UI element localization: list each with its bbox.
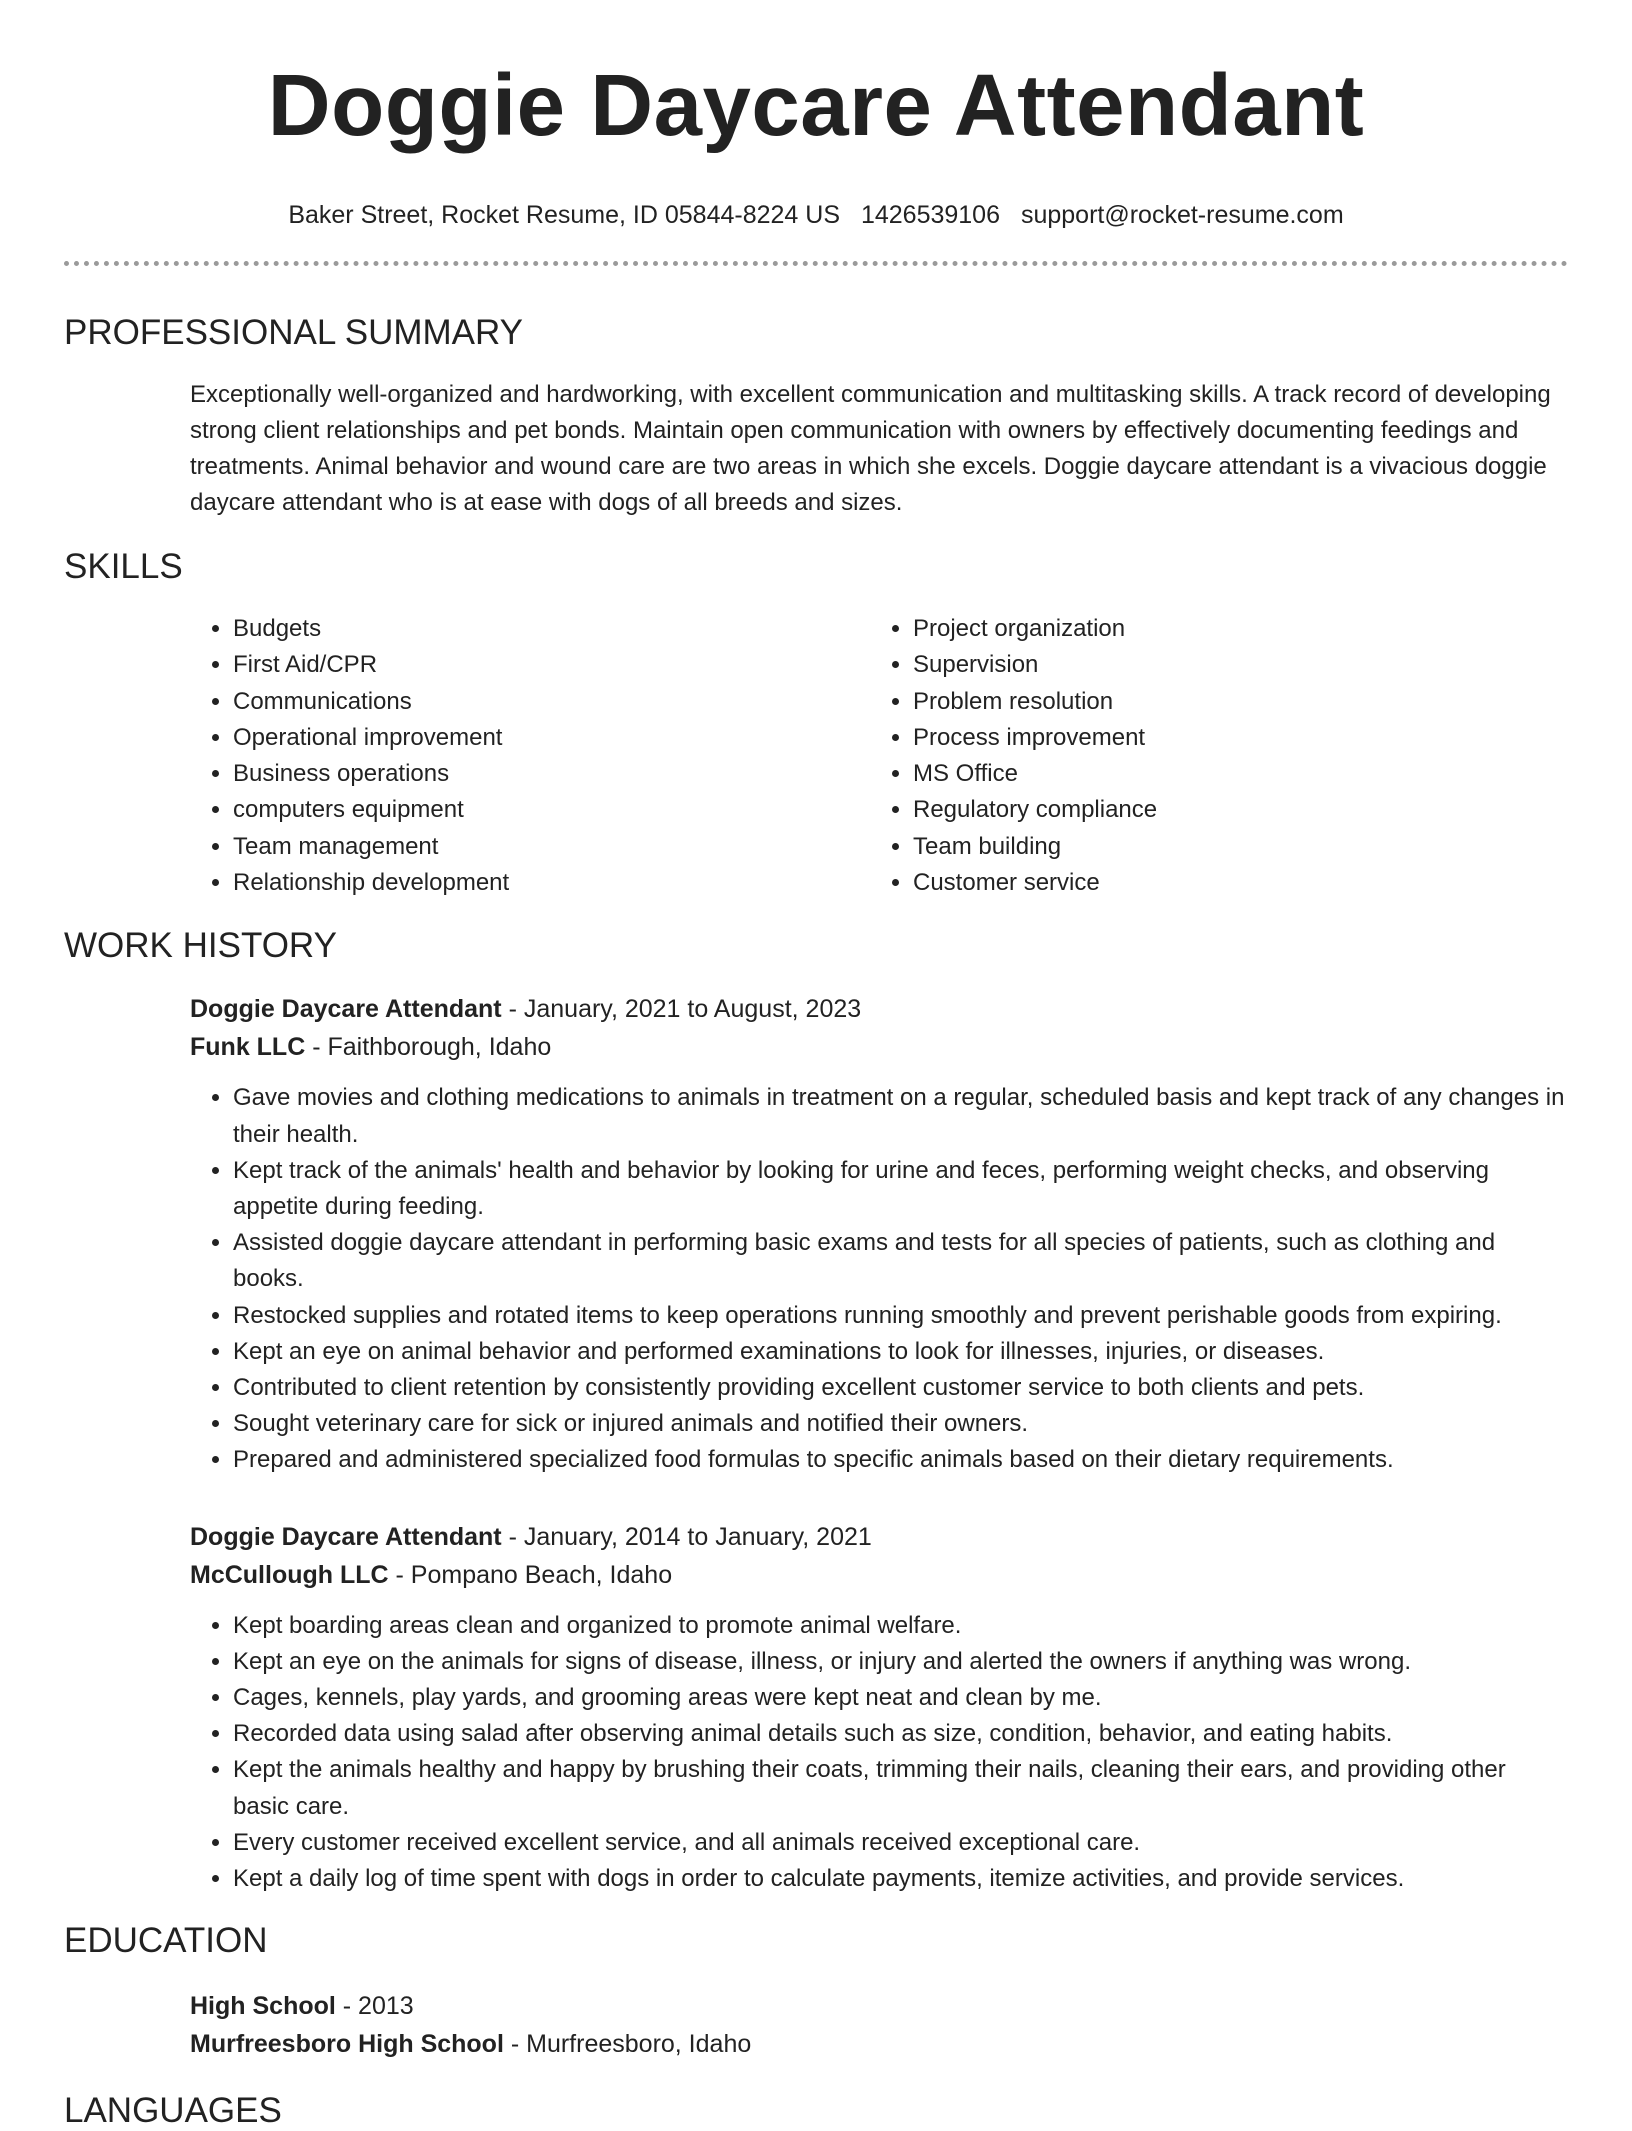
skills-heading: SKILLS (64, 547, 183, 586)
contact-email: support@rocket-resume.com (1020, 201, 1344, 229)
skills-list (190, 611, 1568, 901)
candidate-name: Doggie Daycare Attendant (267, 57, 1365, 154)
job-company-line (190, 1556, 1568, 1594)
job-bullet: • Kept an eye on the animals for signs of disease, illness, or injury and alerted the owners if anything was wrong. (233, 1644, 1568, 1680)
job-location: - Pompano Beach, Idaho (388, 1560, 673, 1589)
skill-item: • Project organization (913, 611, 1157, 647)
education-year: - 2013 (335, 1992, 414, 2021)
job-title-line (190, 1518, 1568, 1556)
job-bullet: • Every customer received excellent service, and all animals received exceptional care. (233, 1825, 1568, 1861)
job-bullet: • Gave movies and clothing medications to animals in treatment on a regular, scheduled basis and kept track of any changes in their health. (233, 1080, 1568, 1152)
skill-item: • Business operations (233, 756, 870, 792)
skill-item: • Team building (913, 829, 1157, 865)
skill-item: • First Aid/CPR (233, 647, 870, 683)
skill-item: • computers equipment (233, 792, 870, 828)
job-bullet: • Prepared and administered specialized food formulas to specific animals based on their dietary requirements. (233, 1442, 1568, 1478)
job-bullet: • Assisted doggie daycare attendant in performing basic exams and tests for all species of patients, such as clothing and books. (233, 1225, 1568, 1297)
skill-item: • Budgets (233, 611, 870, 647)
education-heading: EDUCATION (64, 1921, 268, 1961)
job-bullets (190, 1080, 1568, 1478)
job-dates: - January, 2021 to August, 2023 (501, 995, 862, 1024)
job-bullet: • Recorded data using salad after observing animal details such as size, condition, behavior, and eating habits. (233, 1716, 1568, 1752)
education-location: - Murfreesboro, Idaho (503, 2030, 752, 2059)
job-company: McCullough LLC (190, 1560, 389, 1589)
skills-column-right (870, 611, 1157, 901)
summary-text: Exceptionally well-organized and hardworking, with excellent communication and multitasking skills. A track record of developing strong client relationships and pet bonds. Maintain open communication with owners by effectively documenting feedings and treatments. Animal behavior and wound care are two areas in which she excels. Doggie daycare attendant is a vivacious doggie daycare attendant who is at ease with dogs of all breeds and sizes. (190, 381, 1551, 516)
skill-item: • Team management (233, 829, 870, 865)
job-company: Funk LLC (190, 1033, 306, 1062)
contact-phone: 1426539106 (860, 201, 1000, 229)
skill-item: • MS Office (913, 756, 1157, 792)
job-role: Doggie Daycare Attendant (190, 1522, 502, 1551)
job-title-line (190, 990, 1568, 1028)
job-entry (190, 1518, 1568, 1898)
skill-item: • Communications (233, 684, 870, 720)
education-school: Murfreesboro High School (190, 2030, 504, 2059)
languages-heading: LANGUAGES (64, 2091, 282, 2131)
education-degree: High School (190, 1992, 336, 2021)
skill-item: • Problem resolution (913, 684, 1157, 720)
skill-item: • Operational improvement (233, 720, 870, 756)
job-bullet: • Sought veterinary care for sick or injured animals and notified their owners. (233, 1406, 1568, 1442)
skill-item: • Supervision (913, 647, 1157, 683)
job-bullets (190, 1608, 1568, 1898)
job-bullet: • Restocked supplies and rotated items to keep operations running smoothly and prevent perishable goods from expiring. (233, 1298, 1568, 1334)
job-company-line (190, 1028, 1568, 1066)
job-bullet: • Kept a daily log of time spent with dogs in order to calculate payments, itemize activities, and provide services. (233, 1861, 1568, 1897)
education-school-line (190, 2025, 1568, 2063)
header-divider (64, 261, 1568, 266)
job-location: - Faithborough, Idaho (305, 1033, 552, 1062)
work-history-heading: WORK HISTORY (64, 926, 337, 966)
job-entry (190, 990, 1568, 1478)
skill-item: • Customer service (913, 865, 1157, 901)
contact-address: Baker Street, Rocket Resume, ID 05844-8224 US (288, 201, 840, 229)
job-bullet: • Kept track of the animals' health and behavior by looking for urine and feces, performing weight checks, and observing appetite during feeding. (233, 1153, 1568, 1225)
skill-item: • Process improvement (913, 720, 1157, 756)
job-bullet: • Cages, kennels, play yards, and grooming areas were kept neat and clean by me. (233, 1680, 1568, 1716)
contact-line (0, 200, 1632, 230)
job-bullet: • Kept boarding areas clean and organized to promote animal welfare. (233, 1608, 1568, 1644)
job-bullet: • Kept the animals healthy and happy by brushing their coats, trimming their nails, cleaning their ears, and providing other basic care. (233, 1752, 1568, 1824)
job-bullet: • Contributed to client retention by consistently providing excellent customer service to both clients and pets. (233, 1370, 1568, 1406)
summary-heading: PROFESSIONAL SUMMARY (64, 313, 523, 352)
job-role: Doggie Daycare Attendant (190, 995, 502, 1024)
skill-item: • Regulatory compliance (913, 792, 1157, 828)
education-degree-line (190, 1987, 1568, 2025)
job-dates: - January, 2014 to January, 2021 (501, 1522, 872, 1551)
skill-item: • Relationship development (233, 865, 870, 901)
education-entry (190, 1987, 1568, 2063)
skills-column-left (190, 611, 870, 901)
job-bullet: • Kept an eye on animal behavior and performed examinations to look for illnesses, injuries, or diseases. (233, 1334, 1568, 1370)
